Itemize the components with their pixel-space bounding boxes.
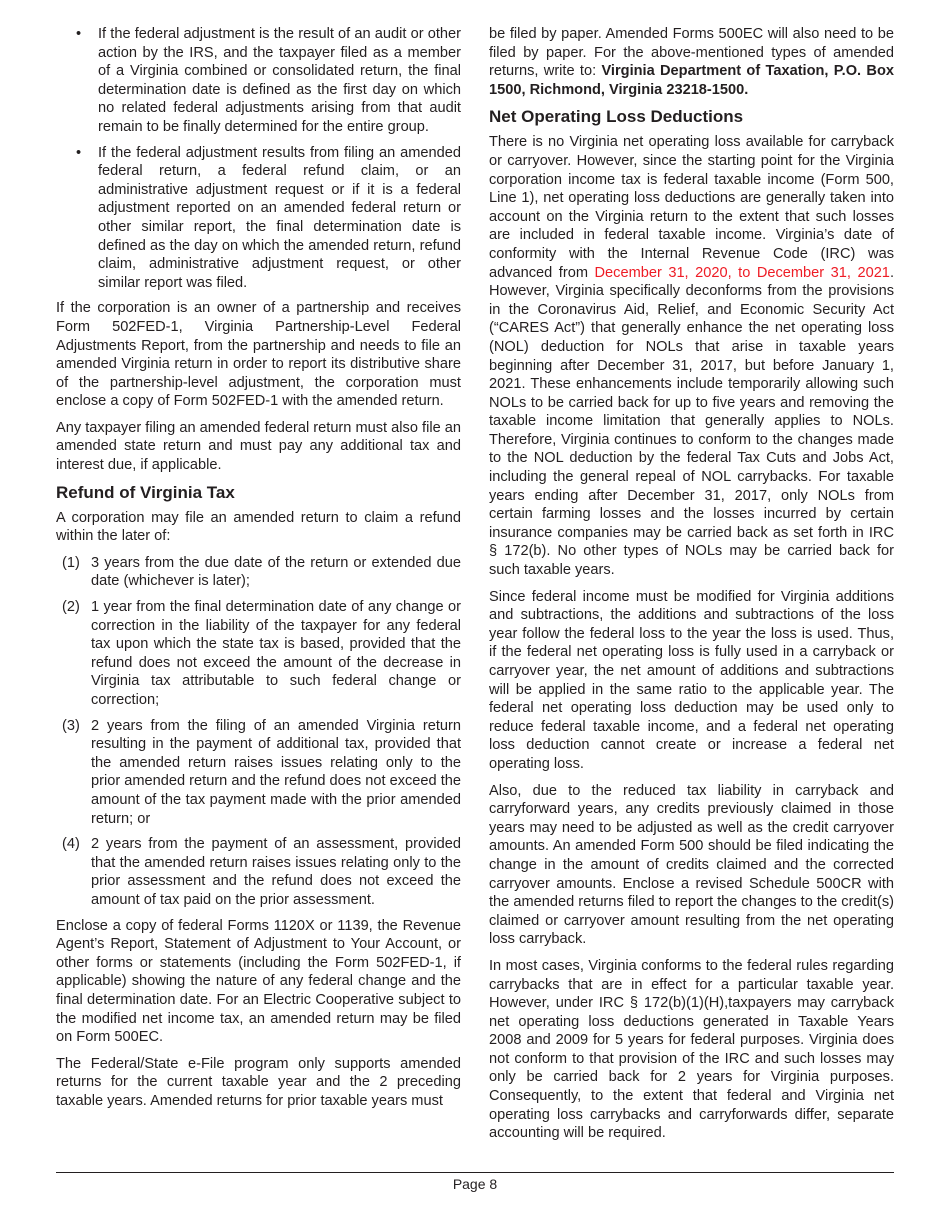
nol-text-a: There is no Virginia net operating loss available for carryback or carryover. However, since the starting point for the Virginia corporation income tax is federal taxable income (Form 500, Line 1), net operating loss deductions are generally taken into account on the Virginia return to the extent that such losses are included in federal taxable income. Virginia’s date of conformity with the Internal Revenue Code (IRC) was advanced from (489, 134, 894, 281)
paper-filing-paragraph (489, 25, 894, 99)
final-determination-bullets (56, 25, 461, 292)
list-number: (3) (62, 717, 80, 734)
refund-intro-paragraph: A corporation may file an amended return to claim a refund within the later of: (56, 509, 461, 545)
list-text: 3 years from the due date of the return or extended due date (whichever is later); (91, 554, 461, 590)
nol-paragraph-1 (489, 133, 894, 579)
refund-heading: Refund of Virginia Tax (56, 482, 235, 502)
bullet-item-audit: • If the federal adjustment is the result of an audit or other action by the IRS, and the taxpayer filed as a member of a Virginia combined or consolidated return, the final determination date is defined as the first day on which no related federal adjustments arising from that audit remain to be finally determined for the entire group. (56, 25, 461, 137)
nol-heading: Net Operating Loss Deductions (489, 107, 744, 127)
bullet-item-amended-federal: • If the federal adjustment results from filing an amended federal return, a federal refund claim, or an administrative adjustment request or if it is a federal adjustment reported on an amended federal return or other similar report, the final determination date is defined as the day on which the amended return, refund claim, administrative adjustment request, or other similar report was filed. (56, 144, 461, 293)
paper-filing-text: be filed by paper. Amended Forms 500EC will also need to be filed by paper. For the above-mentioned types of amended returns, write to: (489, 26, 894, 80)
enclose-forms-paragraph: Enclose a copy of federal Forms 1120X or 1139, the Revenue Agent’s Report, Statement of Adjustment to Your Account, or other forms or statements (including the Form 502FED-1, if applicable) showing the nature of any federal change and the final determination date. For an Electric Cooperative subject to the modified net income tax, an amended return may be filed on Form 500EC. (56, 917, 461, 1046)
page-number: Page 8 (452, 1176, 498, 1192)
efile-paragraph: The Federal/State e-File program only supports amended returns for the current taxable year and the 2 preceding taxable years. Amended returns for prior taxable years must (56, 1055, 461, 1109)
left-column (56, 25, 461, 1118)
refund-condition-3 (56, 717, 461, 829)
list-text: 2 years from the payment of an assessment, provided that the amended return raises issues relating only to the prior assessment and the refund does not exceed the amount of tax paid on the prior assessment. (91, 836, 461, 908)
refund-condition-1 (56, 554, 461, 591)
amended-federal-paragraph: Any taxpayer filing an amended federal return must also file an amended state return and must pay any additional tax and interest due, if applicable. (56, 419, 461, 474)
list-text: 2 years from the filing of an amended Virginia return resulting in the payment of additional tax, provided that the amended return raises issues relating only to the prior amended return and the refund does not exceed the amount of the tax payment made with the prior amended return; or (91, 717, 461, 827)
tax-department-address: Virginia Department of Taxation, P.O. Box 1500, Richmond, Virginia 23218-1500. (489, 63, 894, 98)
right-column (489, 25, 894, 1151)
nol-paragraph-2: Since federal income must be modified for Virginia additions and subtractions, the additions and subtractions of the loss year follow the federal loss to the year the loss is used. Thus, if the federal net operating loss is fully used in a carryback or carryover year, the net amount of additions and subtractions will be applied in the same ratio to the applicable year. The federal net operating loss deduction may be used only to reduce federal taxable income, and a federal net operating loss deduction cannot create or increase a federal net operating loss. (489, 588, 894, 772)
partnership-paragraph: If the corporation is an owner of a partnership and receives Form 502FED-1, Virginia Partnership-Level Federal Adjustments Report, from the partnership and needs to file an amended Virginia return in order to report its distributive share of the partnership-level adjustment, the corporation must enclose a copy of Form 502FED-1 with the amended return. (56, 300, 461, 410)
nol-paragraph-3: Also, due to the reduced tax liability in carryback and carryforward years, any credits previously claimed in those years may need to be adjusted as well as the credit carryover amounts. An amended Form 500 should be filed indicating the change in the amount of credits claimed and the corrected carryover amounts. Enclose a revised Schedule 500CR with the amended returns filed to report the changes to the credit(s) claimed or carryover amount resulting from the net operating loss carryback. (489, 782, 894, 948)
conformity-date-highlight: December 31, 2020, to December 31, 2021 (594, 264, 890, 281)
refund-conditions-list (56, 554, 461, 910)
nol-text-b: . However, Virginia specifically deconforms from the provisions in the Coronavirus Aid, Relief, and Economic Security Act (“CARES Act”) that generally enhance the net operating loss (NOL) deduction for NOLs that arise in taxable years beginning after December 31, 2017, but before January 1, 2021. These enhancements include temporarily allowing such NOLs to be carried back for up to five years and removing the taxable income limitation that generally applies to NOLs. Therefore, Virginia continues to conform to the changes made to the NOL deduction by the federal Tax Cuts and Jobs Act, including the general repeal of NOL carrybacks. For taxable years ending after December 31, 2017, only NOLs from certain farming losses and the losses incurred by certain insurance companies may be carried back as set forth in IRC § 172(b). No other types of NOLs may be carried back for such taxable years. (489, 264, 894, 579)
list-number: (2) (62, 599, 80, 616)
list-text: 1 year from the final determination date of any change or correction in the liability of the taxpayer for any federal tax upon which the state tax is based, provided that the refund does not exceed the amount of the decrease in Virginia tax attributable to such federal change or correction; (91, 599, 461, 708)
footer-divider (56, 1172, 894, 1173)
nol-paragraph-4: In most cases, Virginia conforms to the federal rules regarding carrybacks that are in effect for a particular taxable year. However, under IRC § 172(b)(1)(H),taxpayers may carryback net operating loss deductions generated in Taxable Years 2008 and 2009 for 5 years for federal purposes. Virginia does not conform to that provision of the IRC and such losses may only be carried back for 2 years for Virginia purposes. Consequently, to the extent that federal and Virginia net operating loss carrybacks and carryforwards differ, separate accounting will be required. (489, 957, 894, 1142)
refund-condition-2 (56, 598, 461, 710)
list-number: (1) (62, 554, 80, 571)
list-number: (4) (62, 836, 80, 853)
refund-condition-4 (56, 835, 461, 909)
